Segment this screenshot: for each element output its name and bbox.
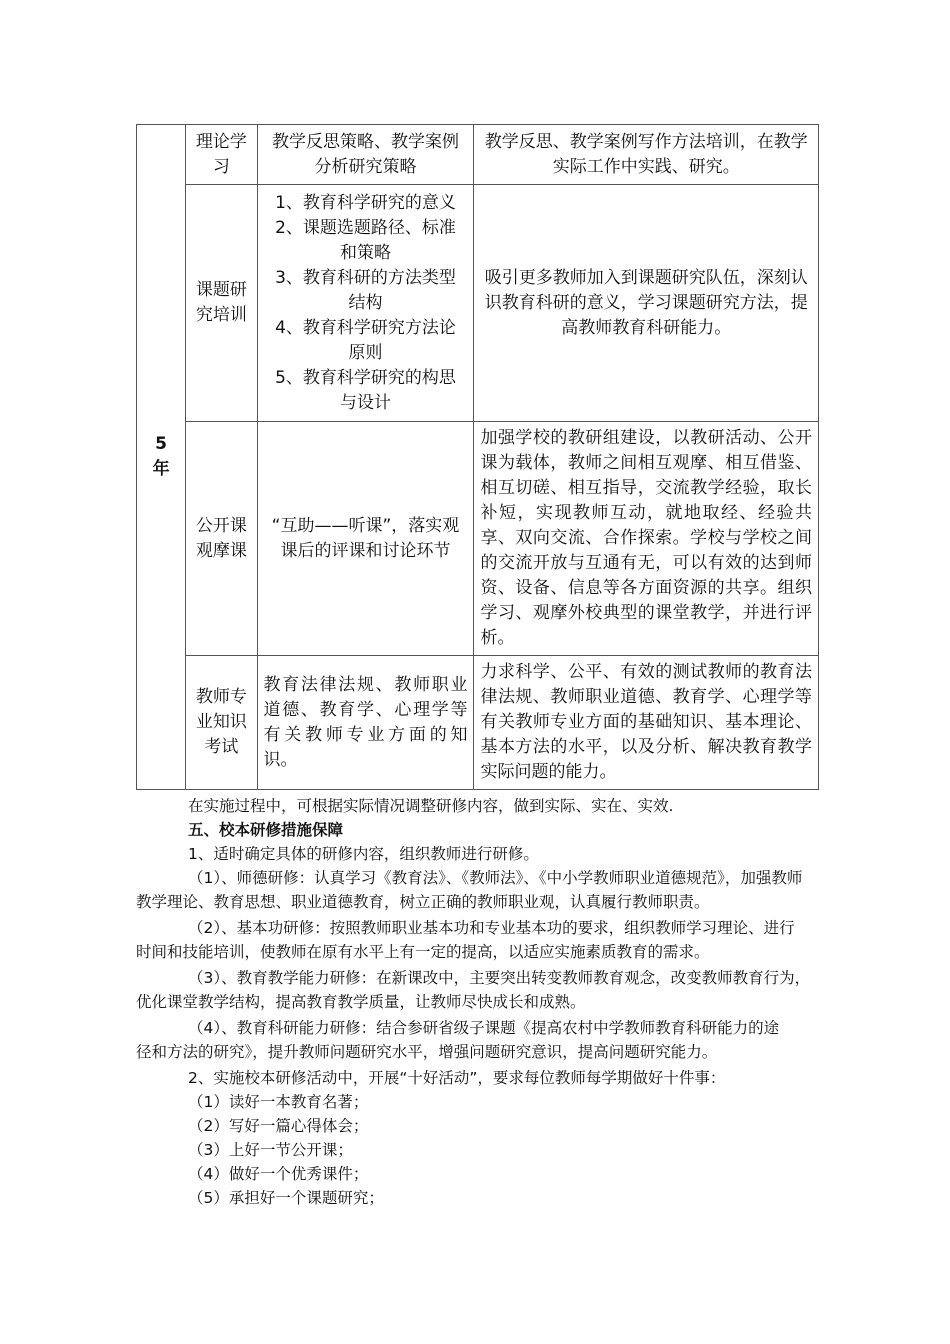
training-plan-table bbox=[136, 124, 819, 790]
paragraph: 1、适时确定具体的研修内容，组织教师进行研修。 bbox=[188, 845, 539, 863]
paragraph: （2）、基本功研修：按照教师职业基本功和专业基本功的要求，组织教师学习理论、进行 bbox=[188, 919, 795, 937]
table-row bbox=[137, 422, 819, 656]
category-cell bbox=[186, 185, 257, 422]
list-item: （3）上好一节公开课； bbox=[188, 1141, 353, 1159]
goal-cell: 力求科学、公平、有效的测试教师的教育法律法规、教师职业道德、教育学、心理学等有关教师专业方面的基础知识、基本理论、基本方法的水平，以及分析、解决教育教学实际问题的能力。 bbox=[474, 656, 819, 790]
category-label: 理论学 习 bbox=[195, 131, 247, 177]
paragraph: 2、实施校本研修活动中，开展“十好活动”，要求每位教师每学期做好十件事： bbox=[188, 1069, 726, 1087]
category-cell bbox=[186, 125, 257, 185]
section-heading: 五、校本研修措施保障 bbox=[188, 821, 344, 839]
paragraph: （4）、教育科研能力研修：结合参研省级子课题《提高农村中学教师教育科研能力的途 bbox=[188, 1019, 780, 1037]
category-cell bbox=[186, 656, 257, 790]
goal-cell: 教学反思、教学案例写作方法培训，在教学实际工作中实践、研究。 bbox=[474, 125, 819, 185]
paragraph: 优化课堂教学结构，提高教育教学质量，让教师尽快成长和成熟。 bbox=[136, 993, 586, 1011]
note-text: 在实施过程中，可根据实际情况调整研修内容，做到实际、实在、实效. bbox=[188, 797, 674, 815]
table-row bbox=[137, 656, 819, 790]
table-row bbox=[137, 185, 819, 422]
year-label: 5 年 bbox=[152, 434, 170, 479]
table-row bbox=[137, 125, 819, 185]
paragraph: 时间和技能培训，使教师在原有水平上有一定的提高，以适应实施素质教育的需求。 bbox=[136, 943, 710, 961]
category-label: 教师专 业知识 考试 bbox=[195, 687, 247, 757]
content-cell: 1、教育科学研究的意义 2、课题选题路径、标准 和策略 3、教育科研的方法类型 结构 4、教育科学研究方法论 原则 5、教育科学研究的构思 与设计 bbox=[257, 185, 474, 422]
list-item: （1）读好一本教育名著； bbox=[188, 1093, 369, 1111]
paragraph: 教学理论、教育思想、职业道德教育，树立正确的教师职业观，认真履行教师职责。 bbox=[136, 893, 710, 911]
year-cell bbox=[137, 125, 186, 790]
paragraph: 径和方法的研究》，提升教师问题研究水平，增强问题研究意识，提高问题研究能力。 bbox=[136, 1043, 718, 1061]
goal-cell: 吸引更多教师加入到课题研究队伍，深刻认识教育科研的意义，学习课题研究方法，提高教师教育科研能力。 bbox=[474, 185, 819, 422]
category-cell bbox=[186, 422, 257, 656]
paragraph: （1）、师德研修：认真学习《教育法》、《教师法》、《中小学教师职业道德规范》，加强教师 bbox=[188, 869, 803, 887]
category-label: 课题研 究培训 bbox=[195, 280, 247, 325]
content-cell: “互助——听课”，落实观课后的评课和讨论环节 bbox=[257, 422, 474, 656]
goal-cell: 加强学校的教研组建设，以教研活动、公开课为载体，教师之间相互观摩、相互借鉴、相互切磋、相互指导，交流教学经验，取长补短，实现教师互动，就地取经、经验共享、双向交流、合作探索。学校与学校之间的交流开放与互通有无，可以有效的达到师资、设备、信息等各方面资源的共享。组织学习、观摩外校典型的课堂教学，并进行评析。 bbox=[474, 422, 819, 656]
paragraph: （3）、教育教学能力研修：在新课改中，主要突出转变教师教育观念，改变教师教育行为， bbox=[188, 969, 811, 987]
list-item: （2）写好一篇心得体会； bbox=[188, 1117, 369, 1135]
content-cell: 教学反思策略、教学案例分析研究策略 bbox=[257, 125, 474, 185]
content-cell: 教育法律法规、教师职业道德、教育学、心理学等有关教师专业方面的知识。 bbox=[257, 656, 474, 790]
category-label: 公开课 观摩课 bbox=[195, 515, 247, 561]
list-item: （4）做好一个优秀课件； bbox=[188, 1165, 369, 1183]
list-item: （5）承担好一个课题研究； bbox=[188, 1189, 384, 1207]
